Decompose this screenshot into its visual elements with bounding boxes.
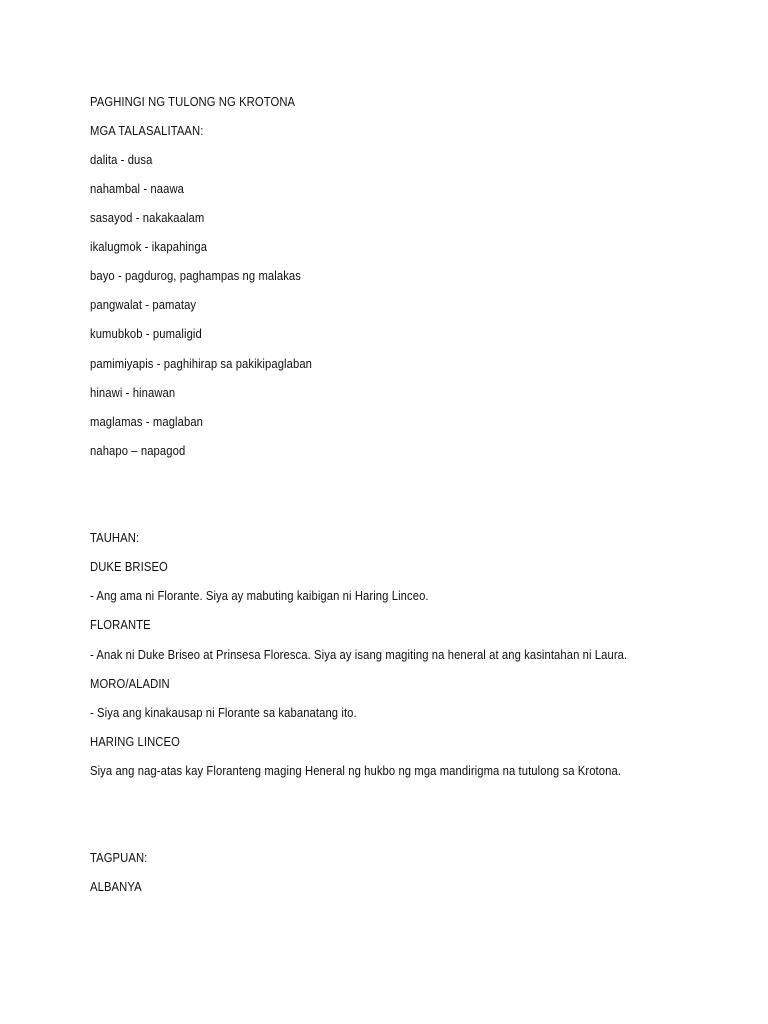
vocabulary-item: sasayod - nakakaalam: [90, 211, 205, 225]
character-name: HARING LINCEO: [90, 735, 180, 749]
vocabulary-item: pamimiyapis - paghihirap sa pakikipaglaban: [90, 357, 313, 371]
characters-heading: TAUHAN:: [90, 531, 140, 545]
vocabulary-item: hinawi - hinawan: [90, 386, 176, 400]
vocabulary-item: dalita - dusa: [90, 153, 153, 167]
character-name: DUKE BRISEO: [90, 560, 168, 574]
vocabulary-item: nahapo – napagod: [90, 444, 186, 458]
vocabulary-item: kumubkob - pumaligid: [90, 327, 202, 341]
character-name: MORO/ALADIN: [90, 677, 170, 691]
document-title: PAGHINGI NG TULONG NG KROTONA: [90, 95, 296, 109]
character-description: - Siya ang kinakausap ni Florante sa kabanatang ito.: [90, 706, 357, 720]
vocabulary-item: pangwalat - pamatay: [90, 298, 197, 312]
vocabulary-item: bayo - pagdurog, paghampas ng malakas: [90, 269, 301, 283]
character-name: FLORANTE: [90, 618, 151, 632]
setting-value: ALBANYA: [90, 880, 142, 894]
vocabulary-item: nahambal - naawa: [90, 182, 185, 196]
vocabulary-item: maglamas - maglaban: [90, 415, 204, 429]
character-description: - Anak ni Duke Briseo at Prinsesa Floresca. Siya ay isang magiting na heneral at ang kasintahan ni Laura.: [90, 648, 628, 662]
vocabulary-item: ikalugmok - ikapahinga: [90, 240, 208, 254]
vocabulary-heading: MGA TALASALITAAN:: [90, 124, 204, 138]
setting-heading: TAGPUAN:: [90, 851, 148, 865]
character-description: Siya ang nag-atas kay Floranteng maging Heneral ng hukbo ng mga mandirigma na tutulong sa Krotona.: [90, 764, 622, 778]
character-description: - Ang ama ni Florante. Siya ay mabuting kaibigan ni Haring Linceo.: [90, 589, 429, 603]
